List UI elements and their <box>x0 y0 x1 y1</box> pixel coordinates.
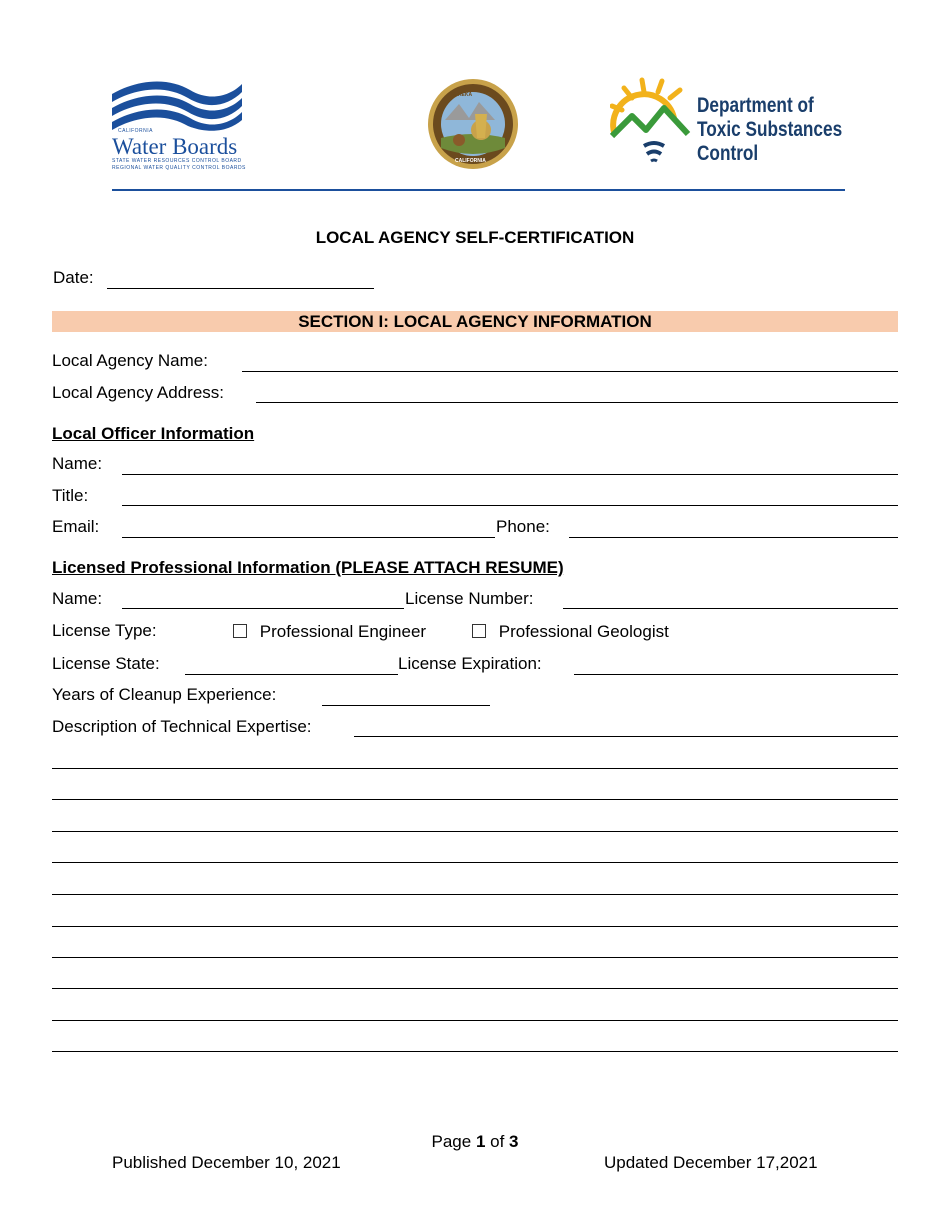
license-state-label: License State: <box>52 654 160 673</box>
years-experience-label: Years of Cleanup Experience: <box>52 685 277 704</box>
engineer-option-label: Professional Engineer <box>259 622 427 641</box>
license-state-field[interactable] <box>185 674 398 675</box>
date-label: Date: <box>53 268 94 287</box>
water-waves-icon <box>110 76 245 134</box>
expertise-line[interactable] <box>52 1020 898 1021</box>
license-expiration-field[interactable] <box>574 674 898 675</box>
license-type-label: License Type: <box>52 621 157 640</box>
dtsc-line2: Toxic Substances <box>697 118 843 141</box>
expertise-line[interactable] <box>52 799 898 800</box>
expertise-line[interactable] <box>52 1051 898 1052</box>
license-number-field[interactable] <box>563 608 898 609</box>
agency-name-field[interactable] <box>242 371 898 372</box>
page-current: 1 <box>475 1132 486 1151</box>
page-prefix: Page <box>431 1132 476 1151</box>
license-expiration-label: License Expiration: <box>398 654 542 673</box>
officer-title-field[interactable] <box>122 505 898 506</box>
date-field[interactable] <box>107 288 374 289</box>
expertise-label: Description of Technical Expertise: <box>52 717 312 736</box>
section-bar <box>52 311 898 332</box>
form-title: LOCAL AGENCY SELF-CERTIFICATION <box>315 228 635 247</box>
water-boards-line1: STATE WATER RESOURCES CONTROL BOARD <box>112 158 242 164</box>
page-of: of <box>485 1132 510 1151</box>
seal-bottom-text: CALIFORNIA <box>455 158 486 164</box>
geologist-checkbox[interactable] <box>472 624 486 638</box>
geologist-option-label: Professional Geologist <box>498 622 669 641</box>
state-seal-icon <box>425 78 521 170</box>
professional-heading: Licensed Professional Information (PLEASE ATTACH RESUME) <box>52 558 564 577</box>
officer-title-label: Title: <box>52 486 89 505</box>
expertise-field[interactable] <box>354 736 898 737</box>
geologist-option[interactable] <box>472 622 669 642</box>
officer-name-field[interactable] <box>122 474 898 475</box>
years-experience-field[interactable] <box>322 705 490 706</box>
agency-name-label: Local Agency Name: <box>52 351 208 370</box>
updated-date: Updated December 17,2021 <box>604 1153 818 1172</box>
water-boards-state: CALIFORNIA <box>118 128 154 134</box>
header-rule <box>112 189 845 191</box>
page-number <box>0 1132 950 1152</box>
seal-motto: EUREKA <box>451 92 473 98</box>
dtsc-name <box>697 94 842 166</box>
officer-phone-label: Phone: <box>496 517 550 536</box>
agency-address-label: Local Agency Address: <box>52 383 225 402</box>
expertise-line[interactable] <box>52 894 898 895</box>
water-boards-name: Water Boards <box>112 134 238 159</box>
expertise-line[interactable] <box>52 768 898 769</box>
expertise-line[interactable] <box>52 957 898 958</box>
agency-address-field[interactable] <box>256 402 898 403</box>
section-title: SECTION I: LOCAL AGENCY INFORMATION <box>298 312 652 331</box>
expertise-line[interactable] <box>52 831 898 832</box>
pro-name-label: Name: <box>52 589 103 608</box>
officer-email-field[interactable] <box>122 537 495 538</box>
page-total: 3 <box>509 1132 519 1151</box>
officer-heading: Local Officer Information <box>52 424 255 443</box>
license-number-label: License Number: <box>405 589 534 608</box>
officer-email-label: Email: <box>52 517 100 536</box>
dtsc-line1: Department of <box>697 94 814 117</box>
engineer-checkbox[interactable] <box>233 624 247 638</box>
dtsc-sun-mountain-icon <box>610 76 696 168</box>
officer-name-label: Name: <box>52 454 103 473</box>
expertise-line[interactable] <box>52 926 898 927</box>
dtsc-line3: Control <box>697 142 759 165</box>
expertise-line[interactable] <box>52 862 898 863</box>
officer-phone-field[interactable] <box>569 537 898 538</box>
published-date: Published December 10, 2021 <box>112 1153 341 1172</box>
water-boards-line2: REGIONAL WATER QUALITY CONTROL BOARDS <box>112 165 246 171</box>
pro-name-field[interactable] <box>122 608 404 609</box>
engineer-option[interactable] <box>233 622 426 642</box>
expertise-line[interactable] <box>52 988 898 989</box>
